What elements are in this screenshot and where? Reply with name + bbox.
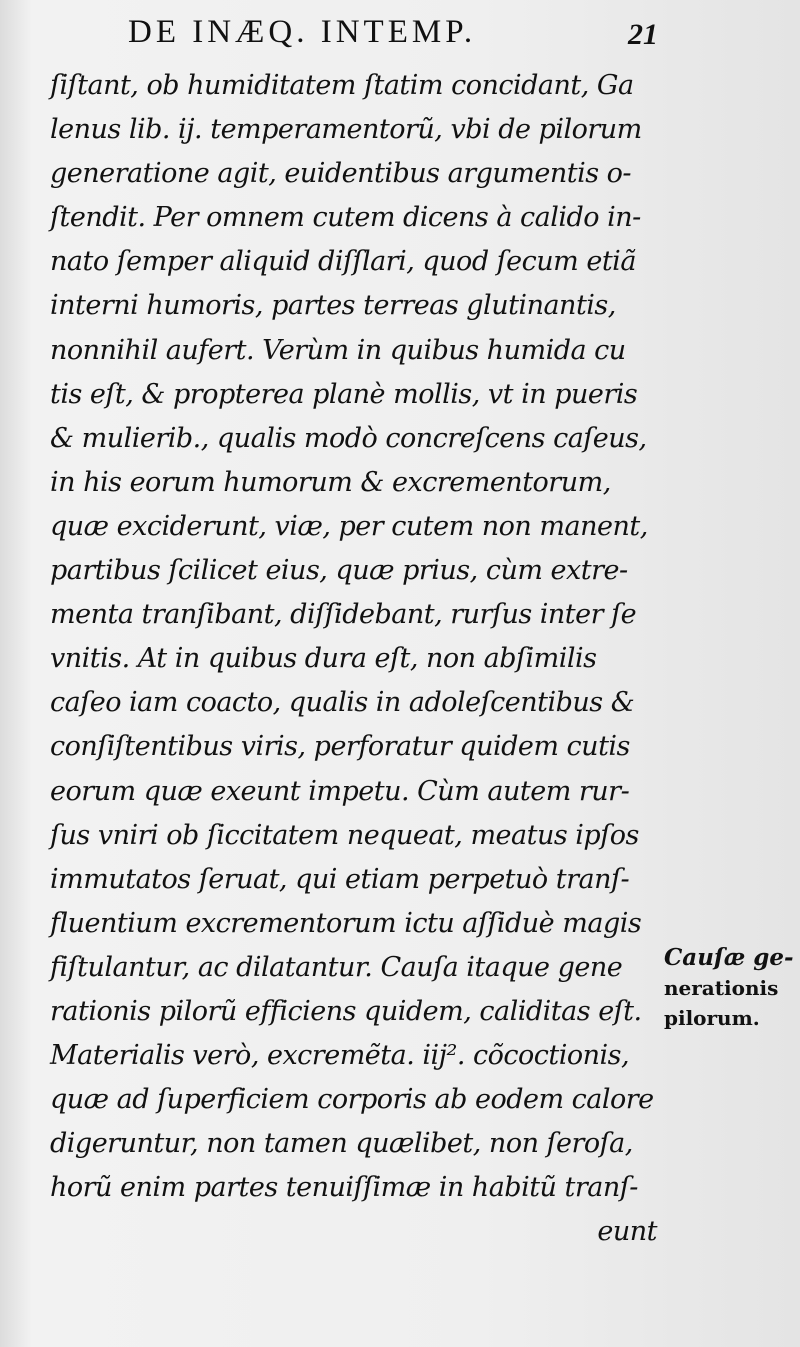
text-line: vnitis. At in quibus dura eſt, non abſimilis [50,643,597,675]
running-head: DE INÆQ. INTEMP. [128,14,477,50]
text-line: lenus lib. ij. temperamentorũ, vbi de pilorum [50,114,642,146]
text-line: digeruntur, non tamen quælibet, non ſeroſa, [50,1128,633,1160]
text-line: fluentium excrementorum ictu aſſiduè magis [50,907,642,939]
text-line: conſiſtentibus viris, perforatur quidem cutis [50,731,630,763]
text-line: ſiſtant, ob humiditatem ſtatim concidant, Ga [50,70,634,101]
text-line: immutatos ſeruat, qui etiam perpetuò tranſ- [50,863,630,895]
text-line: ſus vniri ob ſiccitatem nequeat, meatus ipſos [50,819,639,851]
text-line: caſeo iam coacto, qualis in adoleſcentibus & [50,687,635,719]
body-text [50,64,665,1255]
marginal-note-line: pilorum. [664,1006,760,1030]
text-line: quæ ad ſuperficiem corporis ab eodem calore [50,1084,654,1116]
text-line: menta tranſibant, diſſidebant, rurſus inter ſe [50,599,637,631]
text-line: interni humoris, partes terreas glutinantis, [50,290,616,322]
text-line: & mulierib., qualis modò concreſcens caſeus, [50,422,647,454]
page-header [128,14,658,58]
text-line: eorum quæ exeunt impetu. Cùm autem rur- [50,775,630,807]
text-line: partibus ſcilicet eius, quæ prius, cùm extre- [50,555,628,587]
page-number: 21 [628,18,658,51]
marginal-note-line: Cauſæ ge- [664,944,794,971]
text-line: ſtendit. Per omnem cutem dicens à calido in- [50,202,641,234]
text-line: nonnihil aufert. Verùm in quibus humida cu [50,334,626,366]
text-line: rationis pilorũ efficiens quidem, caliditas eſt. [50,995,642,1027]
text-line: quæ exciderunt, viæ, per cutem non manent, [50,510,648,542]
text-line: nato ſemper aliquid diſſlari, quod ſecum etiã [50,246,636,278]
text-line: horũ enim partes tenuiſſimæ in habitũ tranſ- [50,1172,638,1204]
text-line: Materialis verò, excremẽta. iij². cõcoctionis, [50,1040,630,1072]
marginal-note [664,943,796,1033]
text-line: in his eorum humorum & excrementorum, [50,466,611,498]
text-line: tis eſt, & propterea planè mollis, vt in pueris [50,378,638,410]
text-line: fiſtulantur, ac dilatantur. Cauſa itaque gene [50,951,623,983]
marginal-note-line: nerationis [664,976,779,1000]
text-line: generatione agit, euidentibus argumentis o- [50,158,632,190]
catchword: eunt [597,1216,657,1248]
